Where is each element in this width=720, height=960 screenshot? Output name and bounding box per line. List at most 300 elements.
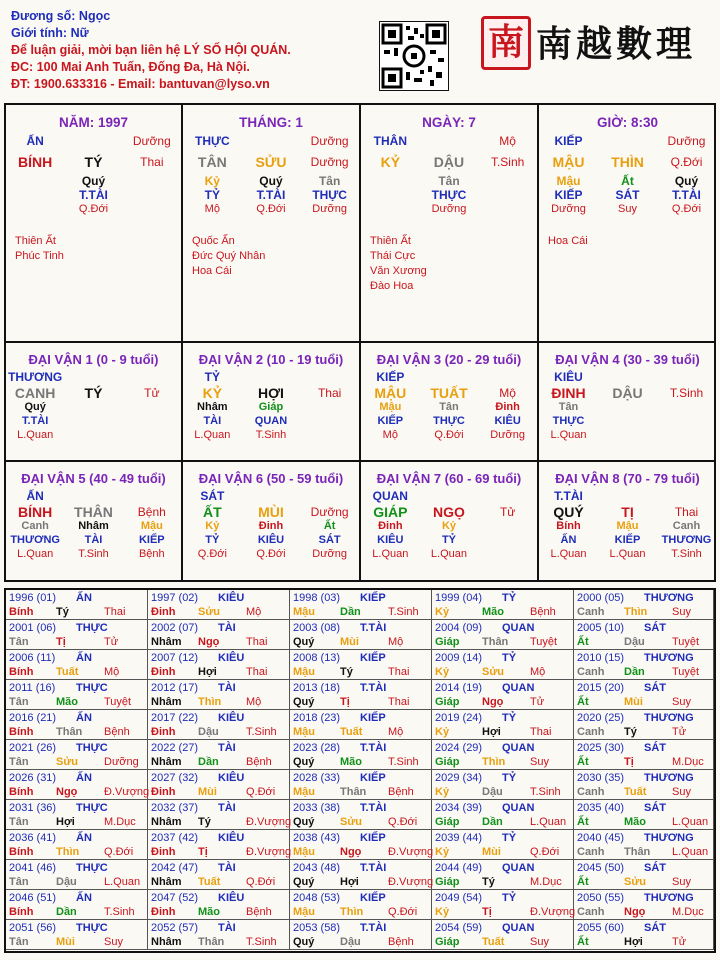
year-label: 2051 (56) [9, 922, 57, 934]
pillar-main: BÍNH [18, 154, 53, 170]
dv-sub-row [539, 533, 716, 547]
year-cell[interactable] [148, 590, 290, 620]
dai-van-cell[interactable] [6, 462, 183, 581]
year-phase: T.Sinh [104, 906, 135, 918]
year-phase: Mộ [388, 636, 404, 648]
dv-main: TÝ [84, 385, 103, 401]
dv-sub-row [539, 519, 716, 533]
pillar-sub-row [183, 174, 359, 188]
dv-sub: KIẾP [614, 534, 641, 546]
year-label: 2026 (31) [9, 772, 57, 784]
year-god: T.TÀI [360, 922, 387, 934]
year-cell[interactable] [148, 800, 290, 830]
year-cell[interactable] [290, 920, 432, 950]
year-phase: Q.Đới [388, 906, 418, 918]
dai-van-cell[interactable] [361, 462, 539, 581]
dv-main: HỢI [258, 385, 284, 401]
dv-sub: L.Quan [550, 548, 587, 560]
year-god: TỶ [502, 772, 517, 784]
dv-sub: Nhâm [78, 520, 109, 532]
pillar-main: MẬU [552, 154, 585, 170]
year-branch: Dần [482, 816, 503, 828]
dv-sub-row [183, 400, 359, 414]
year-label: 2012 (17) [151, 682, 199, 694]
year-cell[interactable] [6, 860, 148, 890]
dv-top-row [6, 370, 181, 384]
year-phase: Đ.Vượng [530, 906, 576, 918]
year-god: ẤN [76, 652, 92, 664]
year-branch: Tị [624, 756, 634, 768]
star-list [361, 234, 537, 294]
year-stem: Nhâm [151, 696, 182, 708]
dv-top-label: KIÊU [554, 370, 583, 384]
year-label: 2048 (53) [293, 892, 341, 904]
year-god: TỶ [502, 832, 517, 844]
dv-sub: L.Quan [17, 429, 54, 441]
dai-van-title: ĐẠI VẬN 3 (20 - 29 tuổi) [376, 352, 522, 367]
year-cell[interactable] [148, 830, 290, 860]
year-stem: Ất [577, 756, 589, 768]
year-phase: Suy [672, 606, 691, 618]
year-god: THỰC [76, 802, 108, 814]
year-cell[interactable] [6, 740, 148, 770]
dv-sub-spacer [598, 428, 656, 442]
year-cell[interactable] [574, 740, 714, 770]
pillar-sub: Ất [621, 174, 634, 188]
year-cell[interactable] [432, 740, 574, 770]
dv-top-row [361, 489, 537, 503]
year-cell[interactable] [432, 680, 574, 710]
pillar-top-row [6, 134, 181, 148]
dv-main: ẤT [202, 504, 222, 520]
dv-sub: L.Quan [430, 548, 468, 560]
year-branch: Tý [56, 606, 69, 618]
year-label: 2042 (47) [151, 862, 199, 874]
pillar-sub: Quý [81, 174, 106, 188]
dv-top-label: SÁT [200, 489, 225, 503]
pillar-sub: SÁT [615, 188, 640, 202]
dv-sub: T.TÀI [22, 415, 49, 427]
year-god: TÀI [218, 922, 236, 934]
dv-top-row [183, 370, 359, 384]
year-label: 2002 (07) [151, 622, 199, 634]
dv-main: Mộ [499, 386, 516, 400]
dv-sub-spacer [657, 414, 715, 428]
year-phase: Thai [246, 636, 268, 648]
year-god: ẤN [76, 712, 92, 724]
year-god: KIÊU [218, 892, 245, 904]
year-cell[interactable] [432, 890, 574, 920]
year-branch: Thân [340, 786, 367, 798]
year-branch: Sửu [340, 816, 363, 828]
year-cell[interactable] [432, 860, 574, 890]
year-branch: Sửu [624, 876, 647, 888]
pillar-top-row [361, 134, 537, 148]
dv-sub-row [183, 533, 359, 547]
year-label: 2005 (10) [577, 622, 625, 634]
dv-sub-spacer [301, 400, 359, 414]
star-name: Hoa Cái [192, 265, 232, 277]
pillar-sub-row [6, 188, 181, 202]
year-cell[interactable] [6, 770, 148, 800]
year-cell[interactable] [290, 770, 432, 800]
year-cell[interactable] [6, 680, 148, 710]
year-cell[interactable] [148, 680, 290, 710]
pillar-main-row [6, 152, 181, 172]
pillar-sub: Q.Đới [78, 203, 109, 215]
dv-sub-spacer [598, 414, 656, 428]
star-name: Đức Quý Nhân [192, 250, 266, 262]
dv-main: GIÁP [373, 504, 408, 520]
year-phase: Đ.Vượng [388, 876, 434, 888]
year-cell[interactable] [574, 860, 714, 890]
year-stem: Nhâm [151, 816, 182, 828]
dv-sub: Canh [672, 520, 701, 532]
dv-sub-spacer [65, 400, 123, 414]
year-branch: Thân [198, 936, 225, 948]
year-branch: Thân [56, 726, 83, 738]
year-cell[interactable] [290, 890, 432, 920]
year-phase: Đ.Vượng [246, 816, 292, 828]
year-phase: Thai [388, 696, 410, 708]
year-phase: M.Dục [530, 876, 562, 888]
year-branch: Hợi [56, 816, 75, 828]
year-cell[interactable] [148, 620, 290, 650]
year-stem: Giáp [435, 936, 460, 948]
dv-sub: L.Quan [550, 429, 587, 441]
year-cell[interactable] [574, 710, 714, 740]
year-god: TÀI [218, 802, 236, 814]
year-phase: Đ.Vượng [388, 846, 434, 858]
dai-van-cell[interactable] [6, 343, 183, 462]
pillar-top-label: THÂN [373, 134, 407, 148]
dv-top-row [539, 370, 716, 384]
year-god: THỰC [76, 682, 108, 694]
pillar-sub-row [6, 174, 181, 188]
dv-sub: SÁT [318, 534, 341, 546]
year-cell[interactable] [290, 740, 432, 770]
year-stem: Đinh [151, 846, 176, 858]
dv-top-spacer [123, 370, 181, 384]
year-cell[interactable] [148, 710, 290, 740]
year-god: KIẾP [360, 832, 386, 844]
pillar-main: THÌN [611, 154, 644, 170]
year-cell[interactable] [6, 650, 148, 680]
year-stem: Nhâm [151, 636, 182, 648]
pillar-sub: Quý [259, 174, 283, 188]
year-branch: Dậu [340, 936, 361, 948]
year-branch: Tị [482, 906, 492, 918]
year-cell[interactable] [574, 890, 714, 920]
year-stem: Kỷ [435, 846, 450, 858]
year-phase: Q.Đới [104, 846, 134, 858]
pillar-top-label: THỰC [195, 134, 230, 148]
dv-sub: TÀI [84, 534, 103, 546]
dai-van-cell[interactable] [183, 343, 361, 462]
year-phase: Tuyệt [672, 636, 700, 648]
year-cell[interactable] [574, 680, 714, 710]
brand-logo: 南越數理 [536, 23, 697, 65]
star-name: Thiên Ất [370, 235, 411, 247]
dv-sub: TỶ [205, 534, 220, 546]
year-cell[interactable] [6, 590, 148, 620]
star-name: Quốc Ấn [192, 235, 235, 247]
year-cell[interactable] [148, 860, 290, 890]
pillar-sub: Q.Đới [671, 203, 702, 215]
dv-main-row [183, 505, 359, 519]
year-cell[interactable] [432, 620, 574, 650]
year-stem: Quý [293, 696, 315, 708]
dv-sub-row [6, 547, 181, 561]
year-cell[interactable] [6, 890, 148, 920]
dai-van-cell[interactable] [539, 462, 716, 581]
pillar-main: T.Sinh [490, 155, 525, 169]
year-cell[interactable] [290, 800, 432, 830]
pillar-top-label: ẤN [26, 134, 44, 148]
dv-main: TỊ [621, 504, 634, 520]
year-god: T.TÀI [360, 622, 387, 634]
dv-sub-row [183, 414, 359, 428]
year-stem: Bính [9, 906, 34, 918]
dv-top-spacer [598, 370, 656, 384]
pillar-title: THÁNG: 1 [239, 115, 303, 130]
year-phase: Suy [672, 876, 691, 888]
year-branch: Mùi [482, 846, 501, 858]
year-cell[interactable] [290, 710, 432, 740]
dv-top-label: KIẾP [376, 370, 405, 384]
year-phase: Tuyệt [672, 666, 700, 678]
dv-sub: Đinh [378, 520, 403, 532]
dv-sub: THƯƠNG [10, 534, 60, 546]
year-branch: Thân [624, 846, 651, 858]
year-god: QUAN [502, 622, 535, 634]
year-stem: Quý [293, 756, 315, 768]
dv-sub-spacer [479, 519, 537, 533]
year-god: KIẾP [360, 652, 386, 664]
year-label: 2016 (21) [9, 712, 57, 724]
pillar-sub-row [183, 202, 359, 216]
dai-van-cell[interactable] [539, 343, 716, 462]
year-phase: Suy [530, 756, 549, 768]
year-label: 2033 (38) [293, 802, 341, 814]
pillar-sub: THỰC [312, 188, 347, 202]
year-label: 2019 (24) [435, 712, 483, 724]
year-cell[interactable] [432, 650, 574, 680]
dv-top-label: QUAN [372, 489, 408, 503]
year-cell[interactable] [148, 920, 290, 950]
star-list [6, 234, 181, 264]
year-cell[interactable] [432, 920, 574, 950]
year-cell[interactable] [574, 800, 714, 830]
year-label: 2039 (44) [435, 832, 483, 844]
pillar-sub: Mộ [204, 203, 220, 215]
year-cell[interactable] [290, 860, 432, 890]
year-cell[interactable] [6, 830, 148, 860]
year-cell[interactable] [148, 740, 290, 770]
dv-main-row [539, 505, 716, 519]
year-label: 2052 (57) [151, 922, 199, 934]
dv-top-spacer [301, 489, 359, 503]
year-stem: Kỷ [435, 726, 450, 738]
dv-main-row [6, 386, 181, 400]
pillar-top-label: Mộ [499, 134, 516, 148]
year-phase: M.Dục [672, 906, 704, 918]
year-stem: Tân [9, 756, 29, 768]
year-phase: Bệnh [388, 936, 414, 948]
year-god: THƯƠNG [644, 832, 694, 844]
dv-sub-spacer [123, 414, 181, 428]
year-cell[interactable] [6, 800, 148, 830]
year-branch: Dần [198, 756, 219, 768]
dv-sub-row [539, 547, 716, 561]
year-label: 1996 (01) [9, 592, 57, 604]
dv-top-spacer [65, 370, 123, 384]
year-branch: Mão [56, 696, 78, 708]
pillar-top-row [183, 134, 359, 148]
qr-code-icon[interactable] [379, 21, 449, 91]
year-stem: Bính [9, 606, 34, 618]
year-cell[interactable] [432, 590, 574, 620]
year-label: 2034 (39) [435, 802, 483, 814]
year-cell[interactable] [148, 770, 290, 800]
year-label: 2009 (14) [435, 652, 483, 664]
year-branch: Dậu [482, 786, 503, 798]
owner-line: Đương số: Ngọc [11, 9, 111, 23]
dai-van-title: ĐẠI VẬN 5 (40 - 49 tuổi) [21, 471, 166, 486]
pillar-main-row [361, 152, 537, 172]
year-cell[interactable] [574, 830, 714, 860]
year-stem: Bính [9, 726, 34, 738]
year-label: 2018 (23) [293, 712, 341, 724]
year-phase: Mộ [246, 606, 262, 618]
year-god: KIẾP [360, 712, 386, 724]
year-stem: Bính [9, 666, 34, 678]
dv-sub: Mậu [140, 520, 163, 532]
year-cell[interactable] [574, 920, 714, 950]
pillar-title: GIỜ: 8:30 [596, 115, 659, 130]
dv-top-row [6, 489, 181, 503]
year-phase: Mộ [530, 666, 546, 678]
year-label: 2020 (25) [577, 712, 625, 724]
dv-sub-spacer [657, 400, 715, 414]
year-label: 2021 (26) [9, 742, 57, 754]
year-cell[interactable] [148, 890, 290, 920]
pillar-sub-row [183, 188, 359, 202]
dv-sub-row [6, 400, 181, 414]
year-stem: Nhâm [151, 756, 182, 768]
year-cell[interactable] [290, 680, 432, 710]
year-god: QUAN [502, 862, 535, 874]
year-phase: Q.Đới [530, 846, 560, 858]
year-phase: Tử [104, 636, 119, 648]
pillar-sub: Tân [438, 174, 460, 188]
year-god: QUAN [502, 922, 535, 934]
year-god: KIÊU [218, 592, 245, 604]
year-branch: Tị [340, 696, 350, 708]
dv-sub: Quý [24, 401, 46, 413]
year-phase: L.Quan [104, 876, 141, 888]
dv-sub: KIẾP [138, 534, 165, 546]
year-label: 2041 (46) [9, 862, 57, 874]
year-stem: Quý [293, 816, 315, 828]
year-god: ẤN [76, 892, 92, 904]
year-stem: Canh [577, 906, 605, 918]
year-branch: Tý [198, 816, 211, 828]
dv-top-spacer [242, 489, 300, 503]
dv-sub: Mậu [379, 401, 402, 413]
year-cell[interactable] [432, 800, 574, 830]
pillar-cell [361, 105, 539, 343]
year-phase: Suy [104, 936, 123, 948]
dai-van-title: ĐẠI VẬN 4 (30 - 39 tuổi) [555, 352, 700, 367]
pillar-top-label: KIẾP [554, 134, 583, 148]
dv-sub: T.Sinh [78, 548, 109, 560]
year-cell[interactable] [432, 770, 574, 800]
year-stem: Đinh [151, 906, 176, 918]
pillar-sub-row [361, 202, 537, 216]
year-label: 2053 (58) [293, 922, 341, 934]
year-cell[interactable] [6, 920, 148, 950]
year-cell[interactable] [290, 620, 432, 650]
year-cell[interactable] [574, 650, 714, 680]
year-phase: Bệnh [104, 726, 130, 738]
year-cell[interactable] [290, 650, 432, 680]
dv-main: Dưỡng [310, 505, 349, 519]
year-god: THỰC [76, 862, 108, 874]
pillar-sub: KIẾP [554, 188, 583, 202]
dai-van-cell[interactable] [183, 462, 361, 581]
year-cell[interactable] [574, 590, 714, 620]
year-stem: Kỷ [435, 606, 450, 618]
dv-main: Tử [499, 505, 516, 519]
year-branch: Sửu [482, 666, 505, 678]
year-cell[interactable] [6, 620, 148, 650]
pillar-title: NĂM: 1997 [58, 115, 129, 130]
year-cell[interactable] [574, 620, 714, 650]
year-cell[interactable] [148, 650, 290, 680]
year-label: 2044 (49) [435, 862, 483, 874]
year-cell[interactable] [290, 590, 432, 620]
year-cell[interactable] [432, 830, 574, 860]
star-list [539, 234, 716, 249]
dv-sub: Canh [21, 520, 49, 532]
pillar-cell [183, 105, 361, 343]
dai-van-cell[interactable] [361, 343, 539, 462]
year-branch: Thìn [340, 906, 364, 918]
year-cell[interactable] [574, 770, 714, 800]
dv-sub: Mậu [616, 520, 639, 532]
year-branch: Tuất [340, 726, 363, 738]
year-phase: L.Quan [672, 816, 709, 828]
header-info [11, 8, 291, 93]
year-phase: Mộ [104, 666, 120, 678]
dv-sub-row [183, 519, 359, 533]
year-cell[interactable] [432, 710, 574, 740]
pillar-sub: T.TÀI [672, 188, 701, 202]
dv-top-label: T.TÀI [554, 489, 583, 503]
year-cell[interactable] [290, 830, 432, 860]
dv-sub-row [361, 428, 537, 442]
year-cell[interactable] [6, 710, 148, 740]
year-label: 2036 (41) [9, 832, 57, 844]
year-label: 2031 (36) [9, 802, 57, 814]
year-stem: Tân [9, 936, 29, 948]
dv-sub-spacer [123, 400, 181, 414]
year-phase: Tử [672, 936, 687, 948]
year-god: SÁT [644, 862, 666, 874]
year-phase: Bệnh [530, 606, 556, 618]
dv-sub-row [539, 400, 716, 414]
